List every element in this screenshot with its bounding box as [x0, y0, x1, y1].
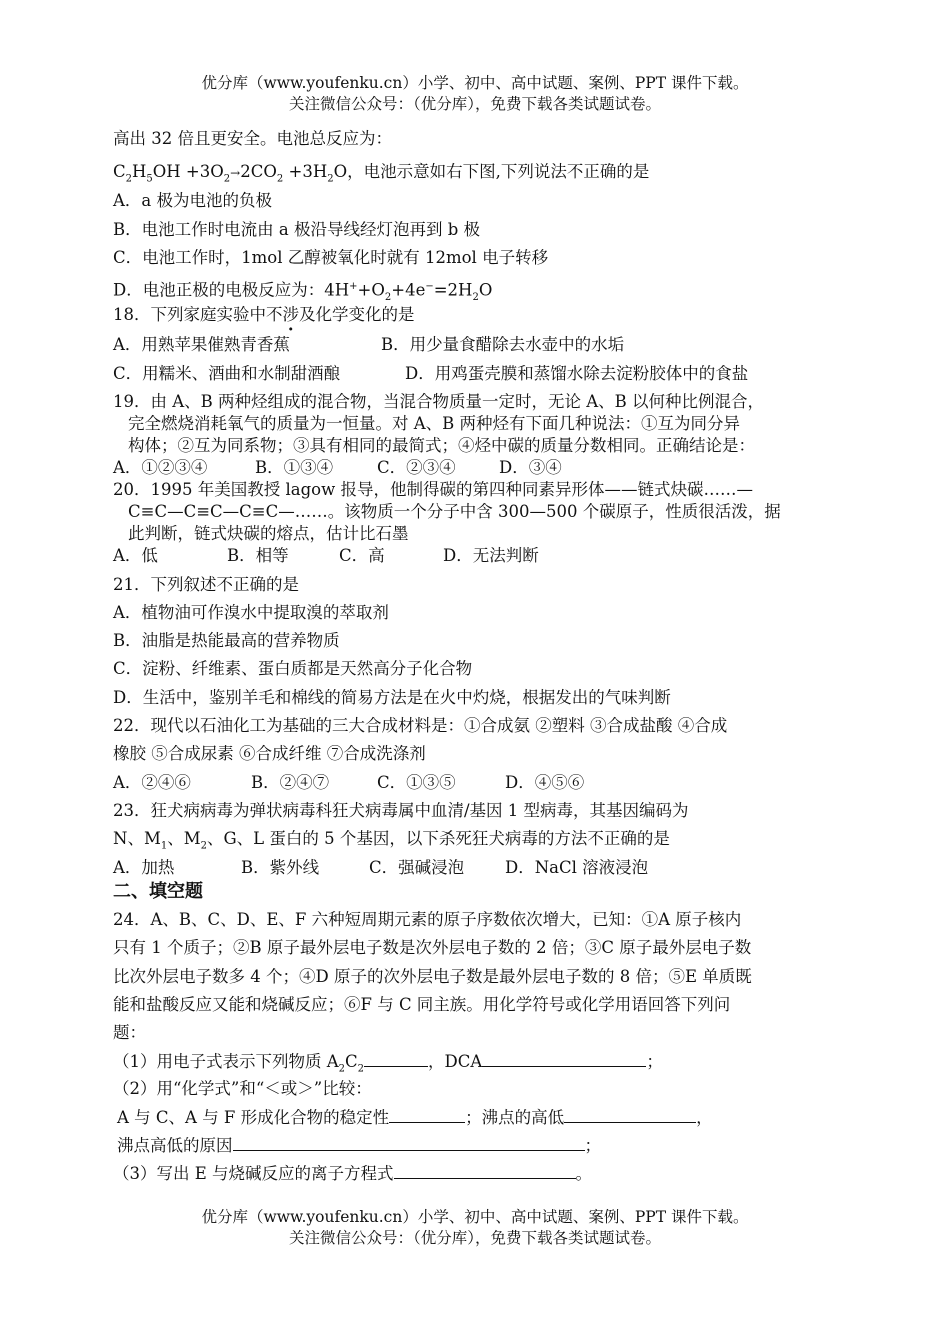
q19-option-c: C．②③④: [377, 458, 456, 477]
q18-option-a: A．用熟苹果催熟青香蕉: [113, 335, 290, 354]
q18-option-b: B．用少量食醋除去水壶中的水垢: [381, 335, 625, 354]
q19-option-a: A．①②③④: [113, 458, 208, 477]
q20-line-3: 此判断，链式炔碳的熔点，估计比石墨: [128, 524, 409, 543]
q19-line-3: 构体；②互为同系物；③具有相同的最简式；④烃中碳的质量分数相同。正确结论是：: [128, 436, 755, 455]
q23-line-1: 23．狂犬病病毒为弹状病毒科狂犬病毒属中血清/基因 1 型病毒，其基因编码为: [113, 801, 689, 820]
q20-line-2: C≡C—C≡C—C≡C—……。该物质一个分子中含 300—500 个碳原子，性质很活泼，据: [128, 502, 781, 521]
q20-option-a: A．低: [113, 546, 158, 565]
q20-option-b: B．相等: [227, 546, 289, 565]
q24-part-2-line-a: [117, 1106, 713, 1129]
q24-part-3-end: 。: [575, 1164, 593, 1183]
q17-equation-tail: ，电池示意如右下图,下列说法不正确的是: [347, 162, 650, 181]
q24-line-3: 比次外层电子数多 4 个；④D 原子的次外层电子数是最外层电子数的 8 倍；⑤E 单质既: [113, 967, 752, 986]
q24-line-4: 能和盐酸反应又能和烧碱反应；⑥F 与 C 同主族。用化学符号或化学用语回答下列问: [113, 995, 731, 1014]
q18-stem-a: 18．下列家庭实验中: [113, 305, 266, 324]
q24-part-2: （2）用“化学式”和“＜或＞”比较：: [113, 1079, 372, 1098]
q18-stem-b: 化学变化的是: [315, 305, 415, 324]
q17-option-d: D．电池正极的电极反应为：$4H^++O_2+4e^-=2H_2O$: [113, 280, 493, 303]
q22-option-d: D．④⑤⑥: [505, 773, 585, 792]
page-footer: [0, 1207, 950, 1249]
q19-line-2: 完全燃烧消耗氧气的质量为一恒量。对 A、B 两种烃有下面几种说法：①互为同分异: [128, 414, 741, 433]
q18-stem: [113, 304, 415, 326]
q23-option-b: B．紫外线: [241, 858, 320, 877]
page-header: [0, 73, 950, 115]
q23-option-d: D．NaCl 溶液浸泡: [505, 858, 649, 877]
q24-part-2-text-e: ；: [584, 1136, 601, 1155]
footer-line-1: 优分库（www.youfenku.cn）小学、初中、高中试题、案例、PPT 课件下载。: [201, 1208, 749, 1226]
answer-blank[interactable]: [233, 1134, 585, 1151]
q24-part-1: （1）用电子式表示下列物质 $A_2C_2$ ，DCA ；: [113, 1052, 663, 1075]
q20-option-c: C．高: [339, 546, 385, 565]
q24-line-1: 24．A、B、C、D、E、F 六种短周期元素的原子序数依次增大，已知：①A 原子核内: [113, 910, 742, 929]
header-line-2: 关注微信公众号：（优分库），免费下载各类试题试卷。: [288, 95, 661, 113]
q24-part-1-end: ；: [646, 1052, 663, 1071]
q18-option-d: D．用鸡蛋壳膜和蒸馏水除去淀粉胶体中的食盐: [405, 364, 749, 383]
q24-part-3-text: （3）写出 E 与烧碱反应的离子方程式: [113, 1164, 394, 1183]
q21-option-d: D．生活中，鉴别羊毛和棉线的简易方法是在火中灼烧，根据发出的气味判断: [113, 688, 671, 707]
q22-option-a: A．②④⑥: [113, 773, 191, 792]
q21-option-a: A．植物油可作溴水中提取溴的萃取剂: [113, 603, 389, 622]
q17-option-b: B．电池工作时电流由 a 极沿导线经灯泡再到 b 极: [113, 220, 481, 239]
q20-line-1: 20．1995 年美国教授 lagow 报导，他制得碳的第四种同素异形体——链式炔碳……—: [113, 480, 753, 499]
q23-option-c: C．强碱浸泡: [369, 858, 465, 877]
q21-stem: 21．下列叙述不正确的是: [113, 575, 299, 594]
q23-line-2-text: 蛋白的 5 个基因，以下杀死狂犬病毒的方法不正确的是: [269, 829, 670, 848]
q21-option-b: B．油脂是热能最高的营养物质: [113, 631, 340, 650]
answer-blank[interactable]: [482, 1050, 646, 1067]
q24-part-2-text-c: ，: [696, 1108, 713, 1127]
q18-stem-emphasis: 不涉及: [266, 305, 316, 324]
q19-line-1: 19．由 A、B 两种烃组成的混合物，当混合物质量一定时，无论 A、B 以何种比例混合，: [113, 392, 765, 411]
q17-option-a: A．a 极为电池的负极: [113, 191, 272, 210]
q22-option-b: B．②④⑦: [251, 773, 330, 792]
header-line-1: 优分库（www.youfenku.cn）小学、初中、高中试题、案例、PPT 课件下载。: [201, 74, 749, 92]
answer-blank[interactable]: [564, 1106, 696, 1123]
q24-part-2-text-a: A 与 C、A 与 F 形成化合物的稳定性: [117, 1108, 390, 1127]
q19-option-b: B．①③④: [255, 458, 334, 477]
q24-line-5: 题：: [113, 1023, 146, 1042]
q17-option-d-prefix: D．电池正极的电极反应为：: [113, 280, 325, 300]
q23-line-2: N、$M_1$、$M_2$、G、L 蛋白的 5 个基因，以下杀死狂犬病毒的方法不正确的是: [113, 829, 670, 852]
q21-option-c: C．淀粉、纤维素、蛋白质都是天然高分子化合物: [113, 659, 473, 678]
footer-line-2: 关注微信公众号：（优分库），免费下载各类试题试卷。: [288, 1229, 661, 1247]
q22-line-2: 橡胶 ⑤合成尿素 ⑥合成纤维 ⑦合成洗涤剂: [113, 744, 426, 763]
q24-line-2: 只有 1 个质子；②B 原子最外层电子数是次外层电子数的 2 倍；③C 原子最外层电子数: [113, 938, 752, 957]
section-heading: 二、填空题: [113, 881, 203, 902]
answer-blank[interactable]: [364, 1050, 428, 1067]
q19-option-d: D．③④: [499, 458, 562, 477]
q22-line-1: 22．现代以石油化工为基础的三大合成材料是：①合成氨 ②塑料 ③合成盐酸 ④合成: [113, 716, 728, 735]
q24-part-3: [113, 1162, 592, 1185]
q17-equation: $C_2H_5OH +3O_2\to 2CO_2 +3H_2O$，电池示意如右下图,下列说法不正确的是: [113, 162, 650, 185]
q24-part-1-text-b: ，DCA: [428, 1052, 483, 1071]
q18-option-c: C．用糯米、酒曲和水制甜酒酿: [113, 364, 341, 383]
q22-option-c: C．①③⑤: [377, 773, 456, 792]
q17-continuation: 高出 32 倍且更安全。电池总反应为：: [113, 129, 392, 148]
q24-part-1-text-a: （1）用电子式表示下列物质 A: [113, 1052, 339, 1071]
q24-part-2-line-b: [117, 1134, 601, 1157]
q20-option-d: D．无法判断: [443, 546, 539, 565]
answer-blank[interactable]: [394, 1162, 576, 1179]
q23-option-a: A．加热: [113, 858, 175, 877]
q17-option-c: C．电池工作时，1mol 乙醇被氧化时就有 12mol 电子转移: [113, 248, 549, 267]
q24-part-2-text-b: ；沸点的高低: [465, 1108, 565, 1127]
answer-blank[interactable]: [389, 1106, 465, 1123]
q24-part-2-text-d: 沸点高低的原因: [117, 1136, 233, 1155]
